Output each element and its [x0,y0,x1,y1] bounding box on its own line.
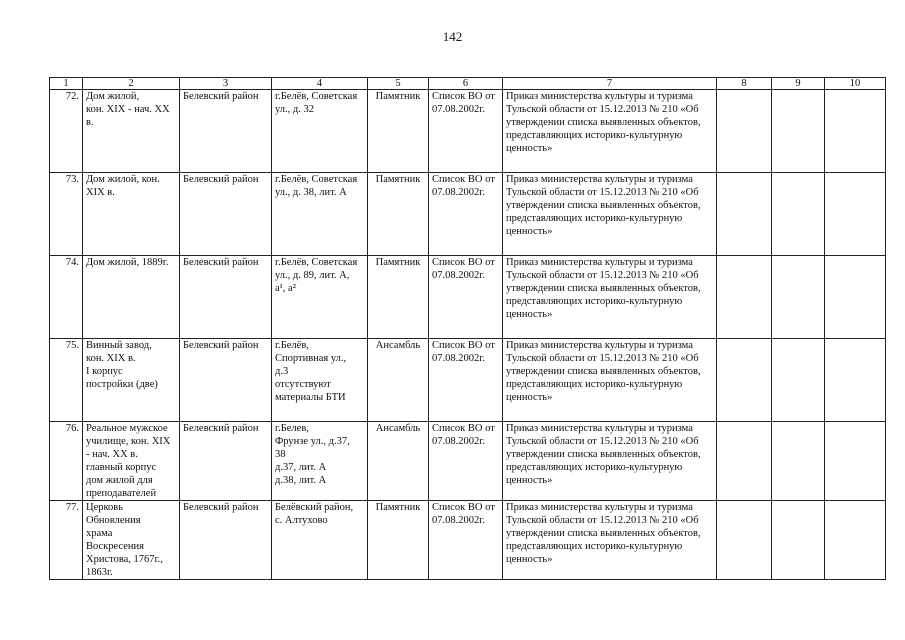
object-name-line: Церковь [86,502,124,513]
empty-cell [717,256,772,339]
empty-cell [772,256,825,339]
address-line: материалы БТИ [275,392,346,403]
order-reference-line: Тульской области от 15.12.2013 № 210 «Об [506,270,699,281]
order-reference-line: Тульской области от 15.12.2013 № 210 «Об [506,436,699,447]
empty-cell [717,173,772,256]
order-reference-line: представляющих историко-культурную [506,379,683,390]
empty-cell [825,90,886,173]
object-name-line: постройки (две) [86,379,158,390]
empty-cell [825,256,886,339]
row-number: 75. [50,339,83,422]
order-reference-line: Тульской области от 15.12.2013 № 210 «Об [506,187,699,198]
object-name [83,501,180,580]
object-type: Ансамбль [368,422,429,501]
order-reference-line: Приказ министерства культуры и туризма [506,423,693,434]
row-number: 77. [50,501,83,580]
object-name [83,173,180,256]
address-line: ул., д. 89, лит. А, [275,270,350,281]
order-reference-line: утверждении списка выявленных объектов, [506,528,701,539]
empty-cell [772,339,825,422]
object-name-line: храма [86,528,113,539]
empty-cell [717,339,772,422]
order-reference-line: Тульской области от 15.12.2013 № 210 «Об [506,515,699,526]
empty-cell [825,501,886,580]
object-name [83,90,180,173]
source-list-line: 07.08.2002г. [432,104,485,115]
order-reference-line: представляющих историко-культурную [506,296,683,307]
address [272,501,368,580]
object-name-line: Винный завод, [86,340,152,351]
object-name-line: Обновления [86,515,141,526]
address-line: г.Белёв, Советская [275,91,358,102]
object-type: Ансамбль [368,339,429,422]
object-name-line: Дом жилой, [86,91,140,102]
source-list-line: 07.08.2002г. [432,187,485,198]
object-type: Памятник [368,90,429,173]
source-list [429,501,503,580]
object-type: Памятник [368,256,429,339]
address [272,173,368,256]
order-reference [503,339,717,422]
order-reference-line: представляющих историко-культурную [506,541,683,552]
order-reference [503,173,717,256]
district: Белевский район [180,173,272,256]
source-list-line: 07.08.2002г. [432,436,485,447]
column-header: 1 [50,78,83,90]
order-reference-line: Приказ министерства культуры и туризма [506,502,693,513]
empty-cell [825,339,886,422]
empty-cell [717,90,772,173]
source-list [429,173,503,256]
row-number: 76. [50,422,83,501]
address-line: 38 [275,449,286,460]
object-name-line: XIX в. [86,187,115,198]
column-header: 9 [772,78,825,90]
order-reference-line: Тульской области от 15.12.2013 № 210 «Об [506,353,699,364]
order-reference-line: утверждении списка выявленных объектов, [506,449,701,460]
source-list [429,339,503,422]
order-reference-line: Приказ министерства культуры и туризма [506,174,693,185]
heritage-registry-table [49,77,886,580]
table-row [50,256,886,339]
object-name-line: дом жилой для [86,475,153,486]
address-line: д.37, лит. А [275,462,327,473]
object-name-line: 1863г. [86,567,113,578]
object-name-line: Христова, 1767г., [86,554,163,565]
district: Белевский район [180,501,272,580]
row-number: 74. [50,256,83,339]
district: Белевский район [180,90,272,173]
address-line: г.Белёв, Советская [275,257,358,268]
order-reference [503,90,717,173]
column-header: 8 [717,78,772,90]
address [272,256,368,339]
object-name-line: кон. XIX в. [86,353,136,364]
table-row [50,339,886,422]
order-reference-line: ценность» [506,554,553,565]
district: Белевский район [180,339,272,422]
order-reference-line: ценность» [506,309,553,320]
order-reference [503,501,717,580]
address-line: ул., д. 32 [275,104,314,115]
object-name [83,256,180,339]
object-name [83,422,180,501]
object-name-line: кон. XIX - нач. XX [86,104,170,115]
order-reference-line: утверждении списка выявленных объектов, [506,366,701,377]
order-reference [503,256,717,339]
order-reference-line: ценность» [506,392,553,403]
source-list-line: 07.08.2002г. [432,515,485,526]
order-reference-line: ценность» [506,143,553,154]
table-row [50,90,886,173]
object-name-line: училище, кон. XIX [86,436,171,447]
table-row [50,501,886,580]
empty-cell [717,422,772,501]
order-reference-line: представляющих историко-культурную [506,213,683,224]
order-reference-line: представляющих историко-культурную [506,130,683,141]
column-header: 5 [368,78,429,90]
district: Белевский район [180,422,272,501]
address-line: ул., д. 38, лит. А [275,187,347,198]
order-reference-line: утверждении списка выявленных объектов, [506,283,701,294]
address-line: с. Алтухово [275,515,328,526]
address-line: Фрунзе ул., д.37, [275,436,350,447]
order-reference-line: ценность» [506,226,553,237]
source-list-line: 07.08.2002г. [432,353,485,364]
page-number: 142 [442,29,463,44]
address-line: г.Белев, [275,423,309,434]
address-line: д.3 [275,366,289,377]
address-line: г.Белёв, Советская [275,174,358,185]
row-number: 73. [50,173,83,256]
object-name-line: Реальное мужское [86,423,168,434]
address-line: Белёвский район, [275,502,354,513]
order-reference-line: Приказ министерства культуры и туризма [506,340,693,351]
source-list [429,422,503,501]
object-name [83,339,180,422]
address [272,90,368,173]
empty-cell [772,90,825,173]
source-list-line: 07.08.2002г. [432,270,485,281]
object-type: Памятник [368,501,429,580]
empty-cell [772,422,825,501]
source-list-line: Список ВО от [432,91,495,102]
address-line: отсутствуют [275,379,331,390]
address [272,339,368,422]
order-reference-line: утверждении списка выявленных объектов, [506,117,701,128]
column-header: 10 [825,78,886,90]
column-header: 7 [503,78,717,90]
object-name-line: в. [86,117,94,128]
row-number: 72. [50,90,83,173]
order-reference-line: утверждении списка выявленных объектов, [506,200,701,211]
address-line: а¹, а² [275,283,296,294]
object-name-line: Воскресения [86,541,144,552]
order-reference [503,422,717,501]
address-line: Спортивная ул., [275,353,347,364]
object-name-line: Дом жилой, 1889г. [86,257,169,268]
district: Белевский район [180,256,272,339]
address-line: г.Белёв, [275,340,309,351]
address-line: д.38, лит. А [275,475,327,486]
empty-cell [772,173,825,256]
source-list [429,90,503,173]
column-header: 2 [83,78,180,90]
object-name-line: - нач. XX в. [86,449,138,460]
source-list-line: Список ВО от [432,423,495,434]
table-row [50,173,886,256]
order-reference-line: Тульской области от 15.12.2013 № 210 «Об [506,104,699,115]
source-list [429,256,503,339]
source-list-line: Список ВО от [432,340,495,351]
object-name-line: преподавателей [86,488,157,499]
order-reference-line: Приказ министерства культуры и туризма [506,257,693,268]
column-header: 3 [180,78,272,90]
object-name-line: Дом жилой, кон. [86,174,160,185]
order-reference-line: Приказ министерства культуры и туризма [506,91,693,102]
order-reference-line: представляющих историко-культурную [506,462,683,473]
column-number-row [50,78,886,90]
empty-cell [717,501,772,580]
address [272,422,368,501]
column-header: 6 [429,78,503,90]
empty-cell [825,422,886,501]
table-row [50,422,886,501]
source-list-line: Список ВО от [432,502,495,513]
object-name-line: I корпус [86,366,123,377]
empty-cell [772,501,825,580]
source-list-line: Список ВО от [432,174,495,185]
source-list-line: Список ВО от [432,257,495,268]
object-type: Памятник [368,173,429,256]
empty-cell [825,173,886,256]
column-header: 4 [272,78,368,90]
order-reference-line: ценность» [506,475,553,486]
object-name-line: главный корпус [86,462,157,473]
